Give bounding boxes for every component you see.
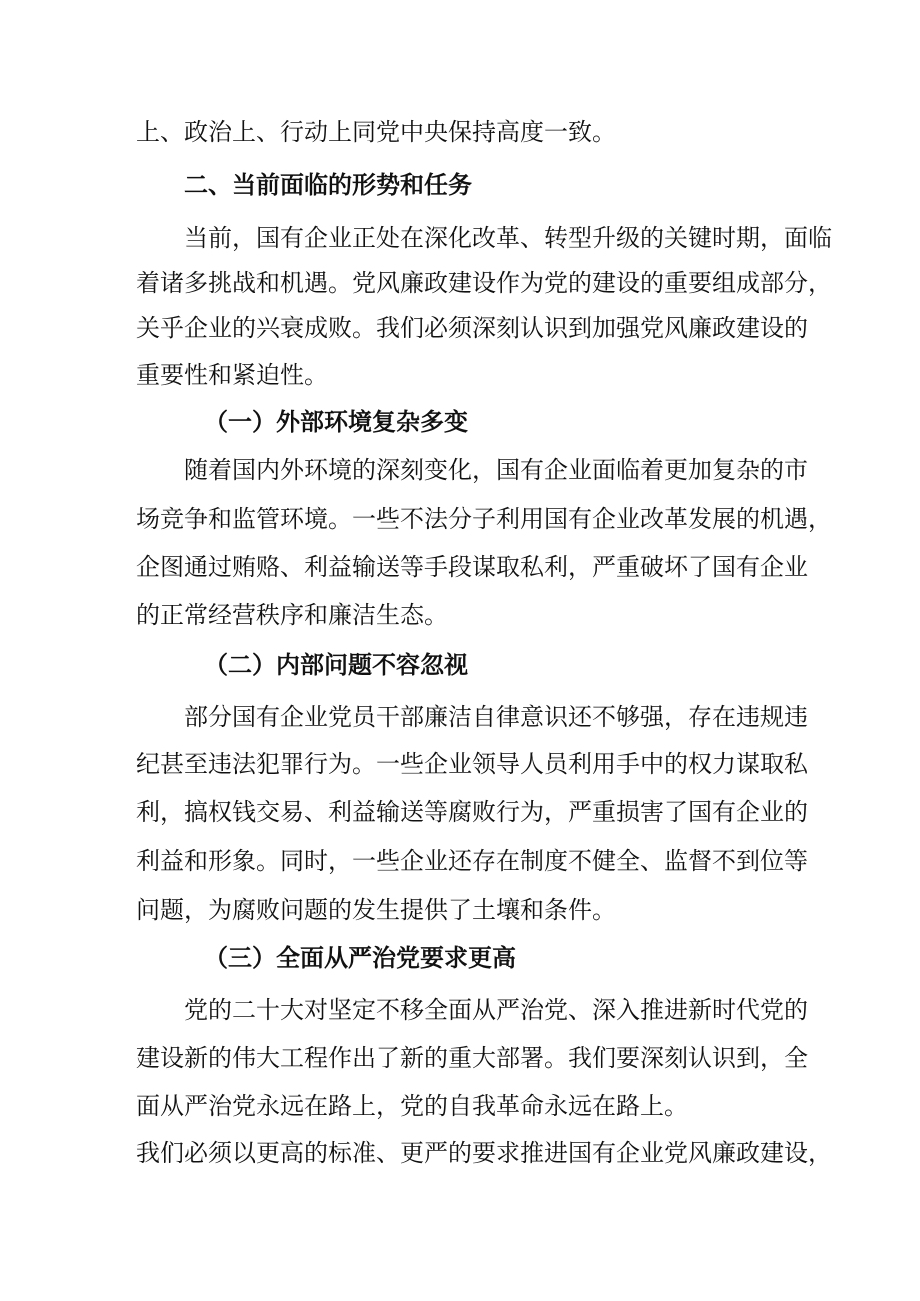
text-line: 利，搞权钱交易、利益输送等腐败行为，严重损害了国有企业的	[136, 798, 808, 826]
text-line: 随着国内外环境的深刻变化，国有企业面临着更加复杂的市	[184, 456, 808, 484]
text-line: 的正常经营秩序和廉洁生态。	[136, 601, 448, 629]
text-line: 建设新的伟大工程作出了新的重大部署。我们要深刻认识到，全	[136, 1044, 808, 1072]
subsection-heading: （三）全面从严治党要求更高	[204, 944, 516, 972]
text-line: 企图通过贿赂、利益输送等手段谋取私利，严重破坏了国有企业	[136, 553, 808, 581]
text-line: 着诸多挑战和机遇。党风廉政建设作为党的建设的重要组成部分，	[136, 269, 832, 297]
text-line: 部分国有企业党员干部廉洁自律意识还不够强，存在违规违	[184, 703, 808, 731]
text-line: 面从严治党永远在路上，党的自我革命永远在路上。	[136, 1092, 688, 1120]
text-line: 我们必须以更高的标准、更严的要求推进国有企业党风廉政建设，	[136, 1139, 832, 1167]
text-line: 当前，国有企业正处在深化改革、转型升级的关键时期，面临	[184, 224, 832, 252]
text-line: 场竞争和监管环境。一些不法分子利用国有企业改革发展的机遇，	[136, 505, 832, 533]
text-line: 重要性和紧迫性。	[136, 361, 328, 389]
subsection-heading: （二）内部问题不容忽视	[204, 651, 468, 679]
section-heading: 二、当前面临的形势和任务	[184, 171, 472, 199]
text-line: 问题，为腐败问题的发生提供了土壤和条件。	[136, 896, 616, 924]
text-line: 上、政治上、行动上同党中央保持高度一致。	[136, 118, 616, 146]
subsection-heading: （一）外部环境复杂多变	[204, 408, 468, 436]
text-line: 党的二十大对坚定不移全面从严治党、深入推进新时代党的	[184, 996, 808, 1024]
text-line: 利益和形象。同时，一些企业还存在制度不健全、监督不到位等	[136, 847, 808, 875]
text-line: 纪甚至违法犯罪行为。一些企业领导人员利用手中的权力谋取私	[136, 750, 808, 778]
text-line: 关乎企业的兴衰成败。我们必须深刻认识到加强党风廉政建设的	[136, 314, 808, 342]
